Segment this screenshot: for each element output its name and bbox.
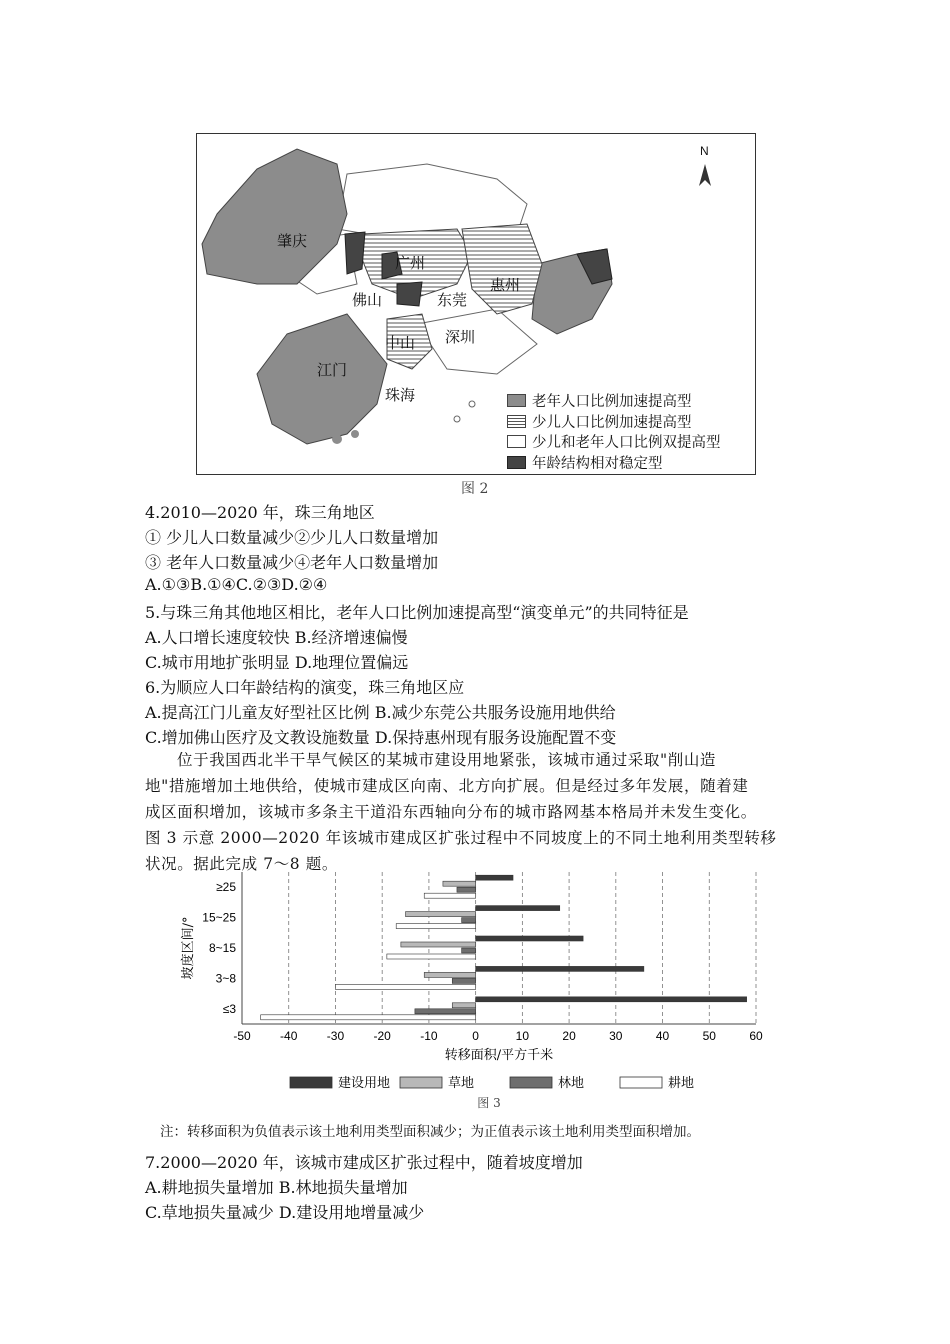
legend-label-1: 老年人口比例加速提高型 bbox=[532, 394, 692, 410]
x-tick-label: -30 bbox=[326, 1029, 345, 1043]
north-arrow-icon bbox=[699, 164, 711, 186]
region-coast-white bbox=[417, 309, 537, 374]
region-foshan-stable bbox=[345, 232, 365, 274]
x-axis-title: 转移面积/平方千米 bbox=[444, 1048, 554, 1063]
city-zhaoqing: 肇庆 bbox=[277, 232, 308, 250]
q4-line-2: ③ 老年人口数量减少④老年人口数量增加 bbox=[145, 553, 439, 572]
bar-草地 bbox=[443, 881, 476, 886]
legend-label: 草地 bbox=[448, 1076, 475, 1091]
bar-建设用地 bbox=[476, 997, 747, 1002]
x-tick-label: 20 bbox=[562, 1029, 576, 1043]
legend-label: 林地 bbox=[558, 1076, 585, 1091]
city-shenzhen: 深圳 bbox=[445, 328, 476, 346]
x-tick-label: -10 bbox=[420, 1029, 438, 1043]
y-axis-title: 坡度区间/° bbox=[181, 916, 196, 980]
bar-林地 bbox=[452, 978, 475, 983]
bar-林地 bbox=[415, 1009, 476, 1014]
bar-建设用地 bbox=[476, 936, 583, 941]
passage bbox=[145, 747, 805, 877]
bar-耕地 bbox=[335, 984, 475, 989]
q7-stem: 7.2000—2020 年，该城市建成区扩张过程中，随着坡度增加 bbox=[145, 1153, 583, 1172]
x-tick-label: 50 bbox=[702, 1029, 716, 1043]
bar-草地 bbox=[401, 942, 476, 947]
chart-note: 注：转移面积为负值表示该土地利用类型面积减少；为正值表示该土地利用类型面积增加。 bbox=[160, 1124, 700, 1140]
q5-stem: 5.与珠三角其他地区相比，老年人口比例加速提高型“演变单元”的共同特征是 bbox=[145, 603, 689, 622]
city-huizhou: 惠州 bbox=[490, 276, 521, 294]
pearl-river-delta-map bbox=[196, 133, 756, 475]
bar-林地 bbox=[457, 887, 476, 892]
y-tick-label: ≤3 bbox=[222, 1001, 236, 1016]
legend-swatch-elderly bbox=[507, 394, 526, 407]
city-guangzhou: 广州 bbox=[395, 254, 426, 272]
legend-label-4: 年龄结构相对稳定型 bbox=[532, 455, 663, 472]
q7-line-1: A.耕地损失量增加 B.林地损失量增加 bbox=[145, 1178, 408, 1197]
q6-stem: 6.为顺应人口年龄结构的演变，珠三角地区应 bbox=[145, 678, 465, 697]
city-foshan: 佛山 bbox=[352, 291, 383, 309]
city-zhongshan: 中山 bbox=[385, 334, 416, 352]
bar-建设用地 bbox=[476, 875, 513, 880]
x-tick-label: 0 bbox=[472, 1029, 479, 1043]
y-tick-label: ≥25 bbox=[216, 880, 236, 895]
bar-草地 bbox=[406, 912, 476, 917]
q6-line-1: A.提高江门儿童友好型社区比例 B.减少东莞公共服务设施用地供给 bbox=[145, 703, 616, 722]
legend-label: 耕地 bbox=[668, 1076, 695, 1091]
legend-label-2: 少儿人口比例加速提高型 bbox=[532, 414, 692, 431]
y-tick-label: 8~15 bbox=[208, 941, 236, 955]
bar-耕地 bbox=[387, 954, 476, 959]
q5-line-1: A.人口增长速度较快 B.经济增速偏慢 bbox=[145, 628, 408, 647]
passage-line-2: 地"措施增加土地供给，使城市建成区向南、北方向扩展。但是经过多年发展，随着建 bbox=[145, 777, 749, 795]
q5-line-2: C.城市用地扩张明显 D.地理位置偏远 bbox=[145, 653, 409, 672]
bar-耕地 bbox=[424, 893, 475, 898]
region-dongguan-stable bbox=[397, 282, 422, 306]
x-tick-label: -50 bbox=[233, 1029, 251, 1043]
q4-options: A.①③B.①④C.②③D.②④ bbox=[145, 575, 328, 594]
passage-line-5: 状况。据此完成 7～8 题。 bbox=[145, 855, 338, 873]
bar-林地 bbox=[462, 918, 476, 923]
region-huizhou bbox=[462, 224, 542, 314]
x-tick-label: -40 bbox=[280, 1029, 298, 1043]
bar-耕地 bbox=[396, 924, 475, 929]
x-tick-label: 10 bbox=[515, 1029, 530, 1043]
passage-line-3: 成区面积增加，该城市多条主干道沿东西轴向分布的城市路网基本格局并未发生变化。 bbox=[145, 803, 757, 821]
figure-2-caption: 图 2 bbox=[461, 481, 489, 497]
city-zhuhai: 珠海 bbox=[385, 386, 416, 404]
legend-label-3: 少儿和老年人口比例双提高型 bbox=[532, 435, 721, 451]
legend-swatch bbox=[510, 1077, 552, 1088]
y-tick-label: 3~8 bbox=[215, 971, 236, 986]
legend-swatch-child bbox=[507, 415, 526, 428]
figure-3-caption: 图 3 bbox=[477, 1096, 501, 1110]
bar-草地 bbox=[424, 972, 475, 977]
q7-line-2: C.草地损失量减少 D.建设用地增量减少 bbox=[145, 1203, 425, 1222]
y-tick-label: 15~25 bbox=[202, 910, 236, 925]
legend-swatch bbox=[620, 1077, 662, 1088]
x-tick-label: 60 bbox=[749, 1029, 763, 1043]
slope-landuse-chart bbox=[180, 868, 780, 1113]
bar-耕地 bbox=[261, 1015, 476, 1020]
passage-line-1: 位于我国西北半干旱气候区的某城市建设用地紧张，该城市通过采取"削山造 bbox=[177, 751, 717, 769]
q4-line-1: ① 少儿人口数量减少②少儿人口数量增加 bbox=[145, 528, 439, 547]
x-tick-label: 40 bbox=[655, 1029, 670, 1043]
city-dongguan: 东莞 bbox=[437, 291, 468, 309]
legend-swatch bbox=[400, 1077, 442, 1088]
q6-line-2: C.增加佛山医疗及文教设施数量 D.保持惠州现有服务设施配置不变 bbox=[145, 728, 617, 747]
x-tick-label: -20 bbox=[373, 1029, 391, 1043]
north-label: N bbox=[700, 144, 709, 158]
bar-草地 bbox=[452, 1003, 475, 1008]
map-legend bbox=[507, 392, 721, 474]
x-tick-label: 30 bbox=[609, 1029, 623, 1043]
city-jiangmen: 江门 bbox=[317, 361, 348, 379]
q4-stem: 4.2010—2020 年，珠三角地区 bbox=[145, 503, 375, 522]
legend-swatch-stable bbox=[507, 456, 526, 469]
bar-建设用地 bbox=[476, 966, 644, 971]
legend-label: 建设用地 bbox=[338, 1076, 391, 1091]
bar-林地 bbox=[462, 948, 476, 953]
legend-swatch bbox=[290, 1077, 332, 1088]
bar-建设用地 bbox=[476, 906, 560, 911]
legend-swatch-double bbox=[507, 435, 526, 448]
passage-line-4: 图 3 示意 2000—2020 年该城市建成区扩张过程中不同坡度上的不同土地利用类型转移 bbox=[145, 829, 777, 847]
